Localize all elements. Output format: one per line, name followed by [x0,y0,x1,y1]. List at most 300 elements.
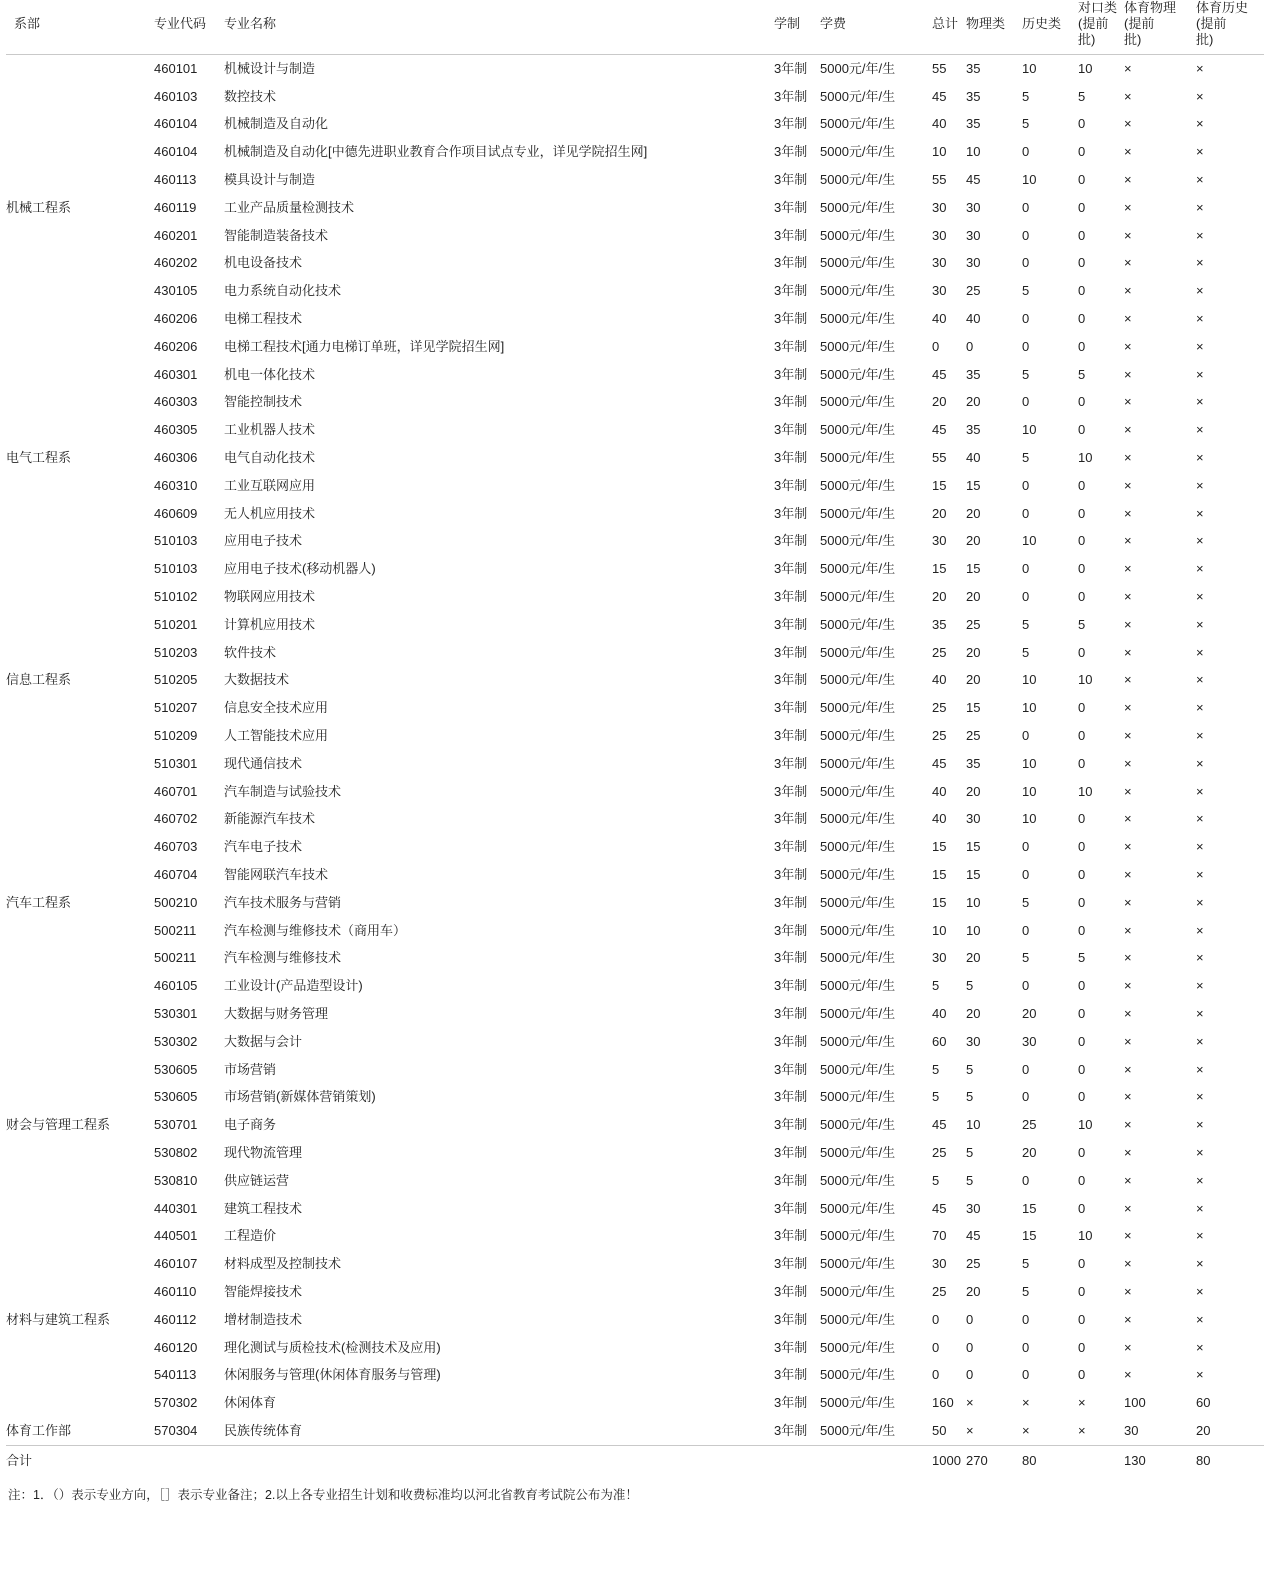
department-name-cell [6,166,154,194]
cell-name: 电子商务 [224,1117,277,1133]
cell-tiyu-wuli: × [1124,422,1132,438]
department-name-cell [6,750,154,778]
cell-physics: 30 [966,255,981,271]
cell-code: 460105 [154,978,198,994]
cell-name: 电气自动化技术 [224,450,316,466]
cell-tiyu-lishi: × [1196,311,1204,327]
cell-tiyu-wuli: × [1124,366,1132,382]
cell-tiyu-lishi: × [1196,88,1204,104]
cell-fee: 5000元/年/生 [820,1061,896,1077]
cell-history: 0 [1022,589,1030,605]
col-header-dept-label: 系部 [14,16,41,31]
cell-years: 3年制 [774,700,808,716]
cell-physics: 5 [966,1144,974,1160]
department-name-cell [6,1056,154,1084]
cell-tiyu-lishi: × [1196,1117,1204,1133]
cell-tiyu-lishi: × [1196,1033,1204,1049]
cell-code: 540113 [154,1367,197,1383]
cell-total: 15 [932,867,947,882]
cell-physics: 25 [966,616,981,632]
cell-physics: 15 [966,700,981,716]
cell-history: 5 [1022,1283,1030,1299]
cell-code: 570304 [154,1422,198,1438]
cell-tiyu-wuli: × [1124,199,1132,215]
table-row [6,972,1264,1000]
cell-name: 机械制造及自动化[中德先进职业教育合作项目试点专业，详见学院招生网] [224,144,648,160]
cell-tiyu-lishi: × [1196,811,1204,827]
cell-name: 汽车电子技术 [224,839,303,855]
department-name-cell [6,1222,154,1250]
department-name-cell [6,722,154,750]
cell-duikou: 0 [1078,199,1086,215]
cell-tiyu-wuli: × [1124,728,1132,744]
cell-years: 3年制 [774,1339,808,1355]
table-row [6,1028,1264,1056]
cell-years: 3年制 [774,283,808,299]
cell-years: 3年制 [774,1033,808,1049]
table-row [6,667,1264,695]
cell-code: 460104 [154,144,198,160]
cell-duikou: 0 [1078,533,1086,549]
cell-tiyu-wuli: × [1124,1172,1132,1188]
cell-tiyu-lishi: × [1196,1089,1204,1105]
cell-physics: 0 [966,1311,974,1327]
cell-physics: 35 [966,60,981,76]
cell-duikou: 0 [1078,1061,1086,1077]
cell-tiyu-wuli: × [1124,88,1132,104]
department-name-cell [6,611,154,639]
cell-code: 460206 [154,338,198,354]
table-row [6,750,1264,778]
cell-tiyu-lishi: × [1196,394,1204,410]
total-row-duikou [1078,1445,1124,1476]
cell-physics: 30 [966,227,981,243]
cell-tiyu-lishi: × [1196,366,1204,382]
cell-tiyu-lishi: × [1196,172,1204,188]
cell-tiyu-wuli: × [1124,894,1132,910]
cell-duikou: 0 [1078,839,1086,855]
cell-duikou: 0 [1078,700,1086,716]
cell-tiyu-lishi: × [1196,894,1204,910]
cell-name: 信息安全技术应用 [224,700,329,716]
department-name-cell [6,694,154,722]
cell-name: 智能控制技术 [224,394,303,410]
table-row [6,1167,1264,1195]
cell-tiyu-wuli: × [1124,1033,1132,1049]
col-header-tiyu-wuli-line1: 体育物理 [1124,0,1177,15]
cell-tiyu-wuli: × [1124,283,1132,299]
cell-history: 10 [1022,533,1037,549]
cell-physics: 20 [966,394,981,410]
cell-code: 510102 [154,589,198,605]
cell-tiyu-wuli: × [1124,60,1132,76]
department-name-cell [6,528,154,556]
cell-code: 530802 [154,1144,198,1160]
cell-code: 530701 [154,1117,198,1133]
cell-tiyu-lishi: × [1196,700,1204,716]
cell-years: 3年制 [774,255,808,271]
cell-tiyu-wuli: × [1124,144,1132,160]
cell-physics: 15 [966,561,981,577]
cell-total: 40 [932,672,947,688]
table-row [6,361,1264,389]
table-row [6,722,1264,750]
cell-years: 3年制 [774,144,808,160]
cell-tiyu-lishi: × [1196,1256,1204,1272]
total-row-tiyu-lishi: 80 [1196,1445,1264,1476]
cell-history: × [1022,1422,1030,1438]
cell-total: 25 [932,728,947,744]
cell-duikou: 0 [1078,978,1086,994]
cell-fee: 5000元/年/生 [820,839,896,855]
cell-name: 智能焊接技术 [224,1283,303,1299]
col-header-duikou-line3: 批) [1078,32,1096,47]
cell-total: 45 [932,1117,947,1133]
cell-years: 3年制 [774,311,808,327]
cell-fee: 5000元/年/生 [820,1283,896,1299]
cell-duikou: 5 [1078,616,1086,632]
cell-history: 20 [1022,1005,1037,1021]
table-row [6,1334,1264,1362]
cell-duikou: 0 [1078,1311,1086,1327]
department-name-cell [6,833,154,861]
cell-history: 0 [1022,1089,1030,1105]
cell-duikou: 10 [1078,60,1093,76]
cell-fee: 5000元/年/生 [820,199,896,215]
cell-duikou: 0 [1078,561,1086,577]
cell-tiyu-wuli: × [1124,922,1132,938]
cell-name: 模具设计与制造 [224,172,316,188]
cell-fee: 5000元/年/生 [820,1144,896,1160]
col-header-tiyu-lishi-line3: 批) [1196,32,1214,47]
cell-name: 现代通信技术 [224,755,303,771]
cell-years: 3年制 [774,199,808,215]
table-row [6,500,1264,528]
department-name-cell [6,389,154,417]
cell-name: 新能源汽车技术 [224,811,316,827]
cell-physics: 5 [966,978,974,994]
cell-duikou: 0 [1078,922,1086,938]
table-body [6,55,1264,1446]
cell-duikou: 0 [1078,338,1086,354]
cell-duikou: 0 [1078,1033,1086,1049]
table-footer [6,1445,1264,1476]
cell-fee: 5000元/年/生 [820,283,896,299]
cell-total: 0 [932,1367,940,1383]
table-row [6,1139,1264,1167]
cell-years: 3年制 [774,1005,808,1021]
table-row [6,1389,1264,1417]
cell-years: 3年制 [774,1200,808,1216]
cell-tiyu-lishi: × [1196,227,1204,243]
cell-tiyu-wuli: × [1124,1228,1132,1244]
cell-physics: × [966,1422,974,1438]
cell-years: 3年制 [774,88,808,104]
cell-total: 5 [932,1172,940,1188]
department-name-cell [6,1167,154,1195]
cell-tiyu-lishi: × [1196,505,1204,521]
cell-code: 460206 [154,311,198,327]
cell-history: 0 [1022,561,1030,577]
cell-total: 15 [932,839,947,855]
cell-physics: 10 [966,1117,981,1133]
cell-history: 0 [1022,728,1030,744]
cell-total: 30 [932,533,947,549]
cell-duikou: 0 [1078,811,1086,827]
cell-history: 5 [1022,283,1030,299]
cell-fee: 5000元/年/生 [820,700,896,716]
cell-total: 55 [932,450,947,466]
cell-total: 30 [932,199,947,215]
cell-name: 机电设备技术 [224,255,303,271]
department-name-cell [6,1250,154,1278]
cell-fee: 5000元/年/生 [820,1311,896,1327]
table-row [6,1111,1264,1139]
cell-history: 10 [1022,811,1037,827]
cell-tiyu-lishi: × [1196,728,1204,744]
cell-history: × [1022,1395,1030,1411]
cell-name: 机械设计与制造 [224,60,316,76]
cell-fee: 5000元/年/生 [820,783,896,799]
cell-years: 3年制 [774,1089,808,1105]
department-name-cell [6,806,154,834]
cell-total: 25 [932,644,947,660]
cell-code: 500211 [154,922,197,938]
cell-total: 20 [932,589,947,605]
cell-total: 30 [932,283,947,299]
cell-history: 5 [1022,644,1030,660]
cell-tiyu-lishi: × [1196,450,1204,466]
cell-name: 智能网联汽车技术 [224,867,329,882]
cell-history: 10 [1022,172,1037,188]
cell-tiyu-wuli: × [1124,1005,1132,1021]
cell-duikou: 5 [1078,366,1086,382]
cell-total: 45 [932,88,947,104]
department-name-cell: 体育工作部 [6,1422,72,1438]
table-row [6,639,1264,667]
cell-history: 10 [1022,60,1037,76]
cell-physics: 5 [966,1172,974,1188]
cell-years: 3年制 [774,978,808,994]
cell-history: 0 [1022,144,1030,160]
cell-physics: 35 [966,755,981,771]
cell-tiyu-lishi: × [1196,255,1204,271]
cell-tiyu-lishi: × [1196,839,1204,855]
cell-history: 5 [1022,894,1030,910]
cell-total: 35 [932,616,947,632]
cell-code: 500211 [154,950,197,966]
table-row [6,55,1264,83]
cell-code: 460110 [154,1283,197,1299]
cell-tiyu-lishi: × [1196,783,1204,799]
department-name-cell [6,333,154,361]
cell-tiyu-lishi: × [1196,589,1204,605]
cell-history: 0 [1022,1311,1030,1327]
cell-history: 20 [1022,1144,1037,1160]
cell-tiyu-lishi: × [1196,755,1204,771]
department-name-cell: 汽车工程系 [6,894,72,910]
cell-name: 无人机应用技术 [224,505,316,521]
table-row [6,1417,1264,1445]
table-row [6,83,1264,111]
cell-tiyu-wuli: × [1124,616,1132,632]
department-name-cell [6,138,154,166]
department-name-cell [6,361,154,389]
cell-tiyu-lishi: × [1196,422,1204,438]
cell-name: 增材制造技术 [224,1311,303,1327]
cell-total: 40 [932,116,947,132]
cell-duikou: 10 [1078,672,1093,688]
cell-tiyu-lishi: × [1196,1367,1204,1383]
cell-fee: 5000元/年/生 [820,728,896,744]
table-row [6,806,1264,834]
cell-physics: 35 [966,116,981,132]
cell-duikou: 0 [1078,1144,1086,1160]
cell-fee: 5000元/年/生 [820,172,896,188]
cell-code: 460702 [154,811,198,827]
department-name-cell [6,1000,154,1028]
cell-history: 5 [1022,616,1030,632]
cell-tiyu-wuli: × [1124,116,1132,132]
cell-total: 30 [932,255,947,271]
cell-tiyu-wuli: × [1124,533,1132,549]
department-name-cell [6,1083,154,1111]
cell-code: 570302 [154,1395,198,1411]
cell-total: 40 [932,311,947,327]
cell-physics: 30 [966,811,981,827]
table-row [6,1222,1264,1250]
cell-history: 0 [1022,505,1030,521]
cell-history: 10 [1022,783,1037,799]
cell-history: 25 [1022,1117,1037,1133]
cell-total: 25 [932,1283,947,1299]
cell-total: 25 [932,1144,947,1160]
col-header-code: 专业代码 [154,0,224,55]
cell-years: 3年制 [774,1367,808,1383]
cell-tiyu-wuli: × [1124,1283,1132,1299]
cell-total: 55 [932,172,947,188]
table-row [6,389,1264,417]
department-name-cell [6,1028,154,1056]
cell-tiyu-wuli: 100 [1124,1395,1146,1411]
cell-years: 3年制 [774,839,808,855]
cell-physics: 0 [966,1339,974,1355]
cell-tiyu-wuli: × [1124,1089,1132,1105]
cell-duikou: 5 [1078,88,1086,104]
cell-history: 0 [1022,199,1030,215]
cell-tiyu-wuli: × [1124,505,1132,521]
col-header-tiyu-lishi-line1: 体育历史 [1196,0,1249,15]
cell-name: 休闲服务与管理(休闲体育服务与管理) [224,1367,441,1383]
cell-fee: 5000元/年/生 [820,867,896,882]
department-name-cell [6,1334,154,1362]
cell-duikou: 0 [1078,255,1086,271]
cell-duikou: 0 [1078,1172,1086,1188]
cell-name: 大数据与财务管理 [224,1005,329,1021]
cell-fee: 5000元/年/生 [820,394,896,410]
cell-physics: 10 [966,894,981,910]
cell-tiyu-wuli: × [1124,227,1132,243]
col-header-name: 专业名称 [224,0,774,55]
cell-physics: 15 [966,477,981,493]
table-row [6,1195,1264,1223]
cell-fee: 5000元/年/生 [820,1422,896,1438]
col-header-duikou [1078,0,1124,55]
cell-history: 5 [1022,366,1030,382]
cell-name: 应用电子技术 [224,533,303,549]
cell-fee: 5000元/年/生 [820,950,896,966]
cell-years: 3年制 [774,589,808,605]
cell-tiyu-wuli: × [1124,867,1132,882]
table-row [6,1278,1264,1306]
cell-total: 15 [932,894,947,910]
cell-history: 0 [1022,1061,1030,1077]
cell-physics: 20 [966,672,981,688]
cell-years: 3年制 [774,1283,808,1299]
cell-fee: 5000元/年/生 [820,755,896,771]
cell-code: 440301 [154,1200,198,1216]
table-row [6,945,1264,973]
cell-code: 530810 [154,1172,198,1188]
cell-years: 3年制 [774,922,808,938]
cell-tiyu-wuli: × [1124,311,1132,327]
total-row-total: 1000 [932,1445,966,1476]
cell-years: 3年制 [774,755,808,771]
table-row [6,833,1264,861]
cell-years: 3年制 [774,561,808,577]
table-row [6,472,1264,500]
cell-tiyu-lishi: × [1196,1283,1204,1299]
cell-physics: 15 [966,867,981,882]
cell-duikou: 10 [1078,783,1093,799]
cell-tiyu-lishi: × [1196,199,1204,215]
department-name-cell: 信息工程系 [6,672,72,688]
cell-name: 现代物流管理 [224,1144,303,1160]
cell-duikou: 0 [1078,1256,1086,1272]
cell-fee: 5000元/年/生 [820,1228,896,1244]
table-row [6,166,1264,194]
department-name-cell [6,305,154,333]
cell-code: 510201 [154,616,198,632]
cell-total: 40 [932,811,947,827]
total-row-pad1 [154,1445,224,1476]
col-header-tiyu-wuli [1124,0,1196,55]
department-name-cell [6,222,154,250]
cell-code: 460201 [154,227,198,243]
cell-duikou: 0 [1078,116,1086,132]
cell-history: 10 [1022,672,1037,688]
cell-code: 510205 [154,672,198,688]
cell-name: 工业产品质量检测技术 [224,199,355,215]
cell-tiyu-lishi: × [1196,60,1204,76]
cell-physics: 20 [966,589,981,605]
cell-code: 500210 [154,894,198,910]
footnote: 注：1．（）表示专业方向，［］表示专业备注；2.以上各专业招生计划和收费标准均以河北省教育考试院公布为准！ [8,1487,638,1502]
cell-tiyu-wuli: × [1124,811,1132,827]
cell-years: 3年制 [774,1311,808,1327]
cell-code: 460101 [154,60,198,76]
cell-history: 15 [1022,1200,1037,1216]
cell-tiyu-wuli: × [1124,589,1132,605]
cell-duikou: 0 [1078,505,1086,521]
cell-years: 3年制 [774,394,808,410]
cell-code: 460120 [154,1339,198,1355]
cell-code: 510209 [154,728,198,744]
cell-history: 15 [1022,1228,1037,1244]
cell-history: 0 [1022,394,1030,410]
cell-history: 0 [1022,338,1030,354]
cell-tiyu-wuli: × [1124,1200,1132,1216]
